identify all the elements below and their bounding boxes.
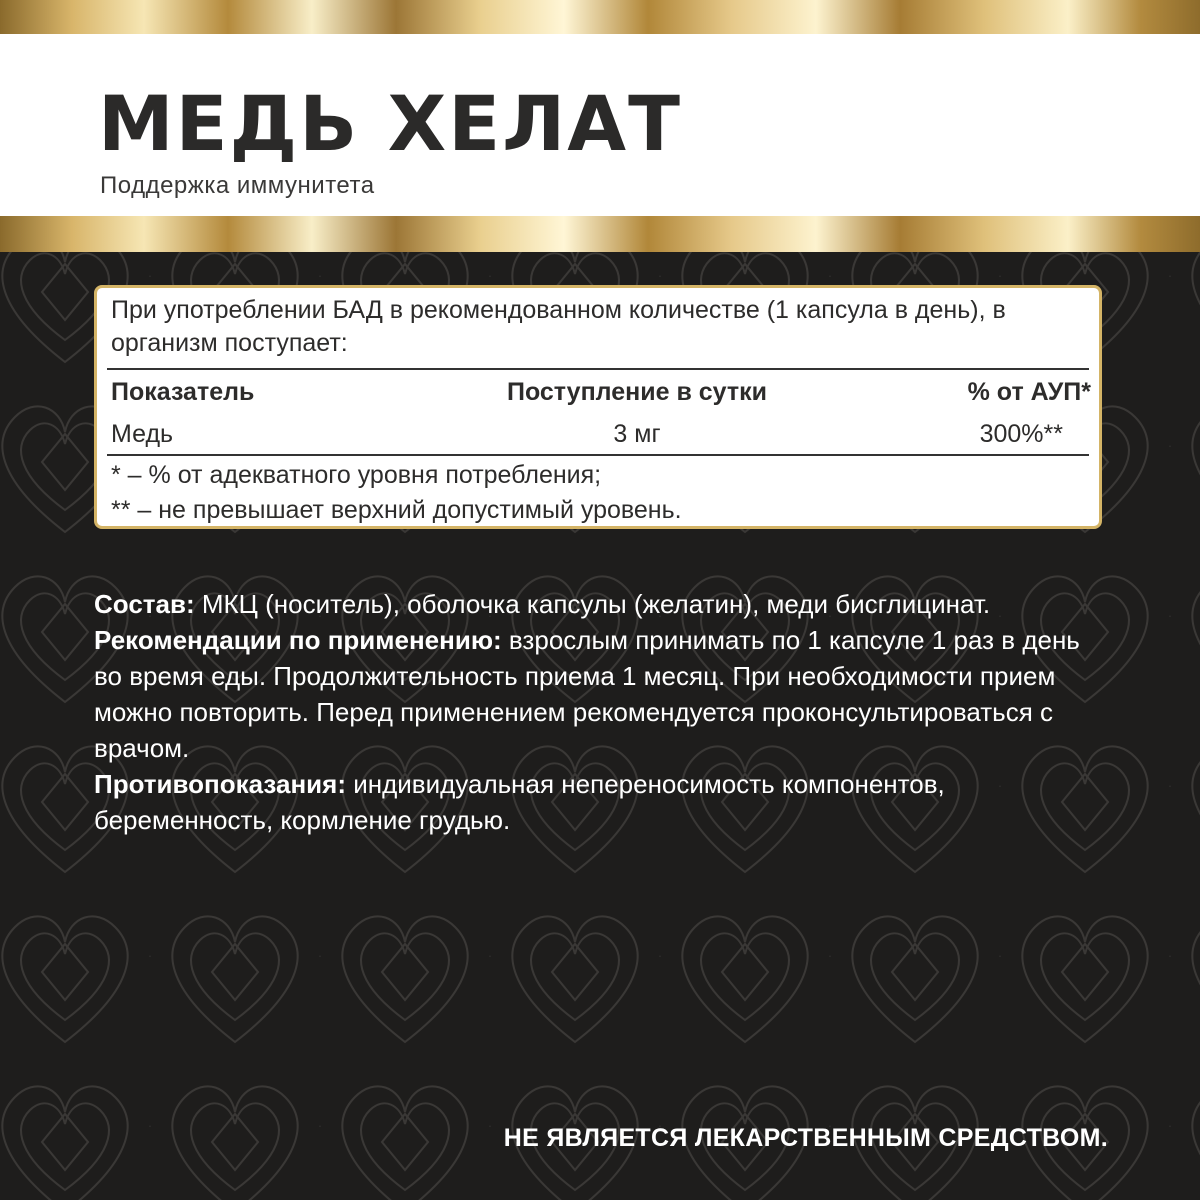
composition-paragraph — [94, 586, 1114, 622]
table-divider-bottom — [107, 454, 1089, 456]
table-cell-daily-intake: 3 мг — [613, 420, 661, 448]
table-cell-percent: 300%** — [979, 420, 1063, 448]
table-divider-top — [107, 368, 1089, 370]
header — [0, 34, 1200, 216]
usage-text: взрослым принимать по 1 капсуле 1 раз в день во время еды. Продолжительность приема 1 месяц. При необходимости прием можно повторить. Перед применением рекомендуется проконсультироваться с врачом. — [94, 625, 1080, 763]
contraindications-label: Противопоказания: — [94, 769, 346, 799]
contraindications-text: индивидуальная непереносимость компонентов, беременность, кормление грудью. — [94, 769, 945, 835]
composition-label: Состав: — [94, 589, 195, 619]
table-note: ** – не превышает верхний допустимый уровень. — [111, 496, 682, 524]
table-notes — [111, 458, 682, 528]
composition-text: МКЦ (носитель), оболочка капсулы (желатин), меди бисглицинат. — [194, 589, 991, 619]
gold-band-middle — [0, 216, 1200, 252]
table-cell-indicator: Медь — [111, 420, 174, 448]
product-title: МЕДЬ ХЕЛАТ — [98, 79, 682, 168]
table-intro: При употреблении БАД в рекомендованном количестве (1 капсула в день), в организм поступает: — [111, 296, 1006, 357]
gold-band-top — [0, 0, 1200, 34]
table-header-daily-intake: Поступление в сутки — [506, 378, 767, 406]
nutrition-table — [94, 285, 1102, 529]
table-header-indicator: Показатель — [111, 378, 255, 406]
usage-paragraph — [94, 622, 1114, 766]
contraindications-paragraph — [94, 766, 1114, 838]
table-note: * – % от адекватного уровня потребления; — [111, 461, 602, 489]
product-info — [94, 586, 1114, 838]
disclaimer: НЕ ЯВЛЯЕТСЯ ЛЕКАРСТВЕННЫМ СРЕДСТВОМ. — [503, 1124, 1108, 1152]
product-subtitle: Поддержка иммунитета — [100, 172, 375, 199]
usage-label: Рекомендации по применению: — [94, 625, 502, 655]
table-header-percent: % от АУП* — [967, 378, 1091, 406]
